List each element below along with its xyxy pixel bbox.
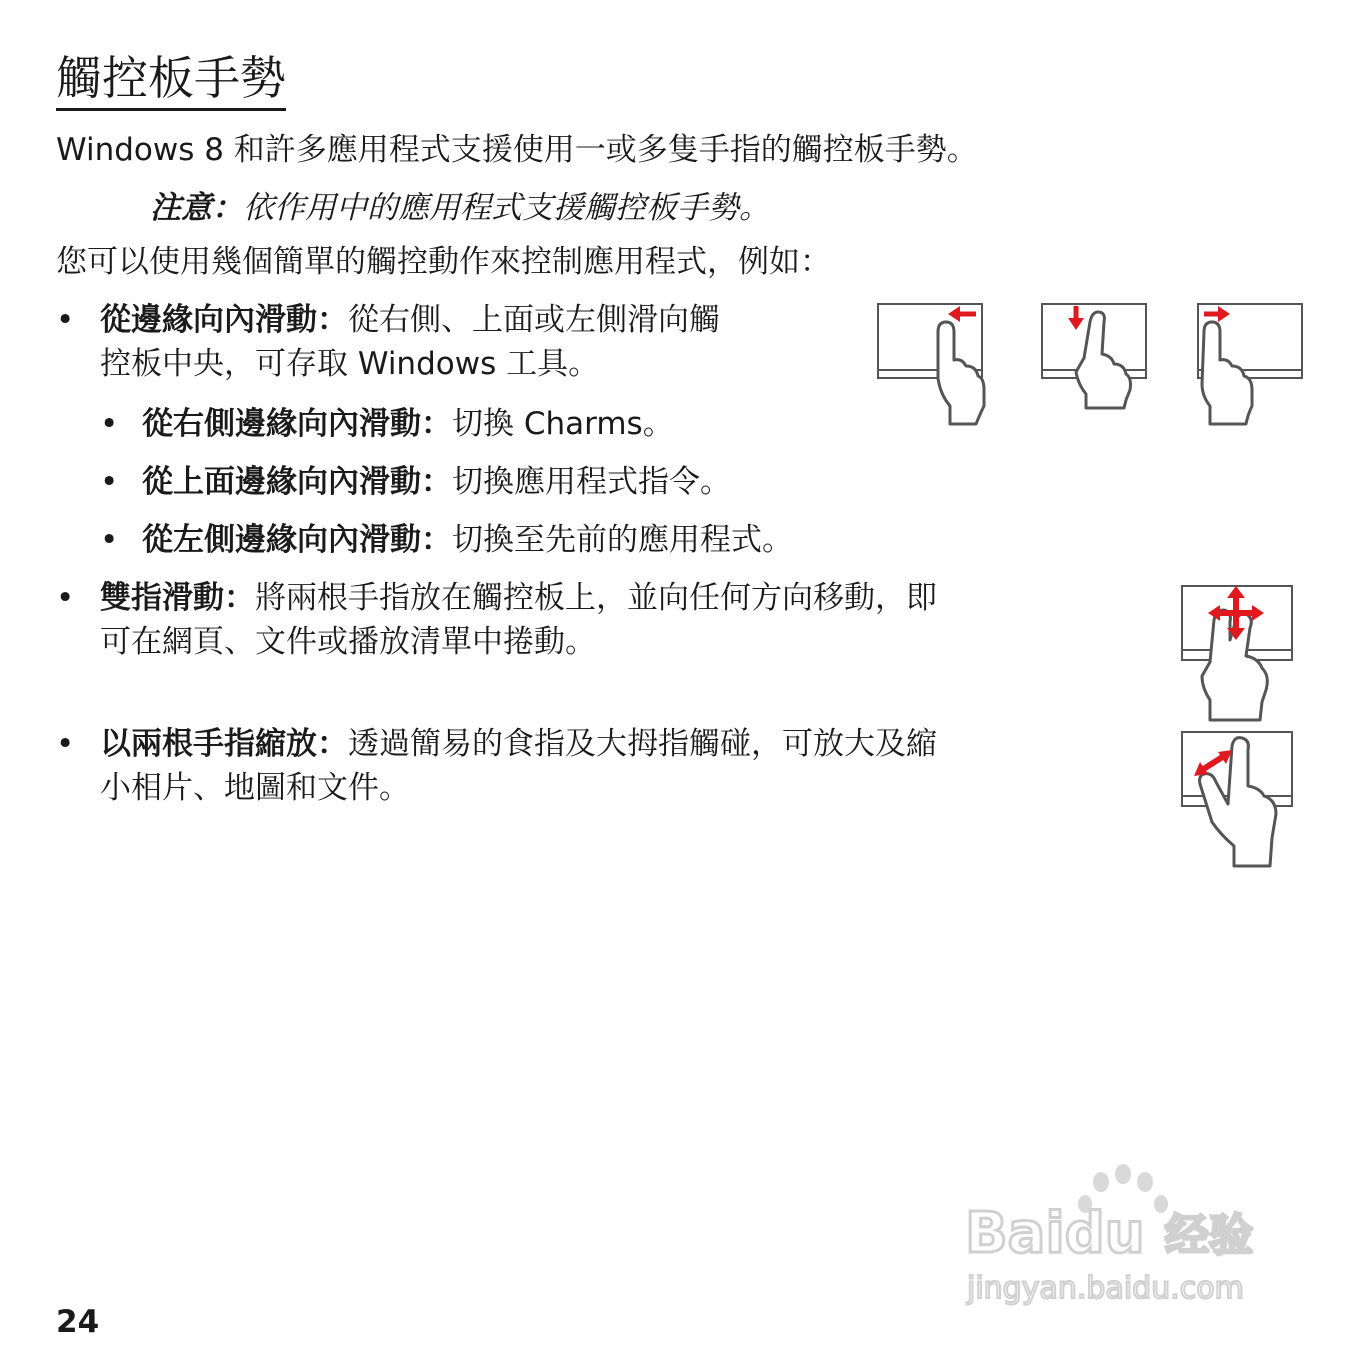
list-item (100, 298, 860, 386)
sub-bullet-text: 切換至先前的應用程式。 (452, 522, 793, 558)
note (150, 186, 770, 230)
bullet-marker: • (56, 302, 75, 338)
sub-bullet-marker: • (100, 522, 119, 558)
watermark-brand: Baidu (965, 1201, 1145, 1266)
sub-bullet-term: 從右側邊緣向內滑動： (142, 406, 452, 442)
bullet-term: 以兩根手指縮放： (100, 726, 348, 762)
bullet-text-cont: 可在網頁、文件或播放清單中捲動。 (100, 624, 596, 660)
bullet-text: 透過簡易的食指及大拇指觸碰，可放大及縮 (348, 726, 937, 762)
note-text: 依作用中的應用程式支援觸控板手勢。 (243, 190, 770, 226)
watermark-url: jingyan.baidu.com (967, 1271, 1244, 1306)
bullet-text-cont: 控板中央，可存取 Windows 工具。 (100, 346, 600, 382)
sub-list-item (142, 518, 793, 562)
pinch-zoom-illustration (1180, 730, 1296, 870)
swipe-top-edge-illustration (1040, 302, 1150, 412)
bullet-term: 雙指滑動： (100, 580, 255, 616)
baidu-jingyan-watermark (965, 1160, 1285, 1310)
swipe-right-edge-illustration (876, 302, 1002, 428)
bullet-marker: • (56, 726, 75, 762)
sub-list-item (142, 460, 731, 504)
bullet-marker: • (56, 580, 75, 616)
watermark-label: 经验 (1165, 1210, 1253, 1261)
page-number: 24 (56, 1304, 100, 1340)
list-item (100, 576, 1160, 664)
bullet-text: 將兩根手指放在觸控板上，並向任何方向移動，即 (255, 580, 937, 616)
bullet-text-cont: 小相片、地圖和文件。 (100, 770, 410, 806)
sub-list-item (142, 402, 674, 446)
two-finger-scroll-illustration (1180, 584, 1296, 724)
sub-bullet-text: 切換應用程式指令。 (452, 464, 731, 500)
intro-paragraph: Windows 8 和許多應用程式支援使用一或多隻手指的觸控板手勢。 (56, 132, 978, 168)
bullet-term: 從邊緣向內滑動： (100, 302, 348, 338)
sub-bullet-marker: • (100, 464, 119, 500)
sub-bullet-term: 從左側邊緣向內滑動： (142, 522, 452, 558)
swipe-left-edge-illustration (1196, 302, 1306, 428)
note-label: 注意： (150, 190, 243, 226)
sub-bullet-term: 從上面邊緣向內滑動： (142, 464, 452, 500)
list-item (100, 722, 1160, 810)
bullet-text: 從右側、上面或左側滑向觸 (348, 302, 720, 338)
sub-bullet-text: 切換 Charms。 (452, 406, 674, 442)
sub-bullet-marker: • (100, 406, 119, 442)
page-title: 觸控板手勢 (56, 50, 286, 111)
lead-paragraph: 您可以使用幾個簡單的觸控動作來控制應用程式，例如： (56, 244, 831, 280)
